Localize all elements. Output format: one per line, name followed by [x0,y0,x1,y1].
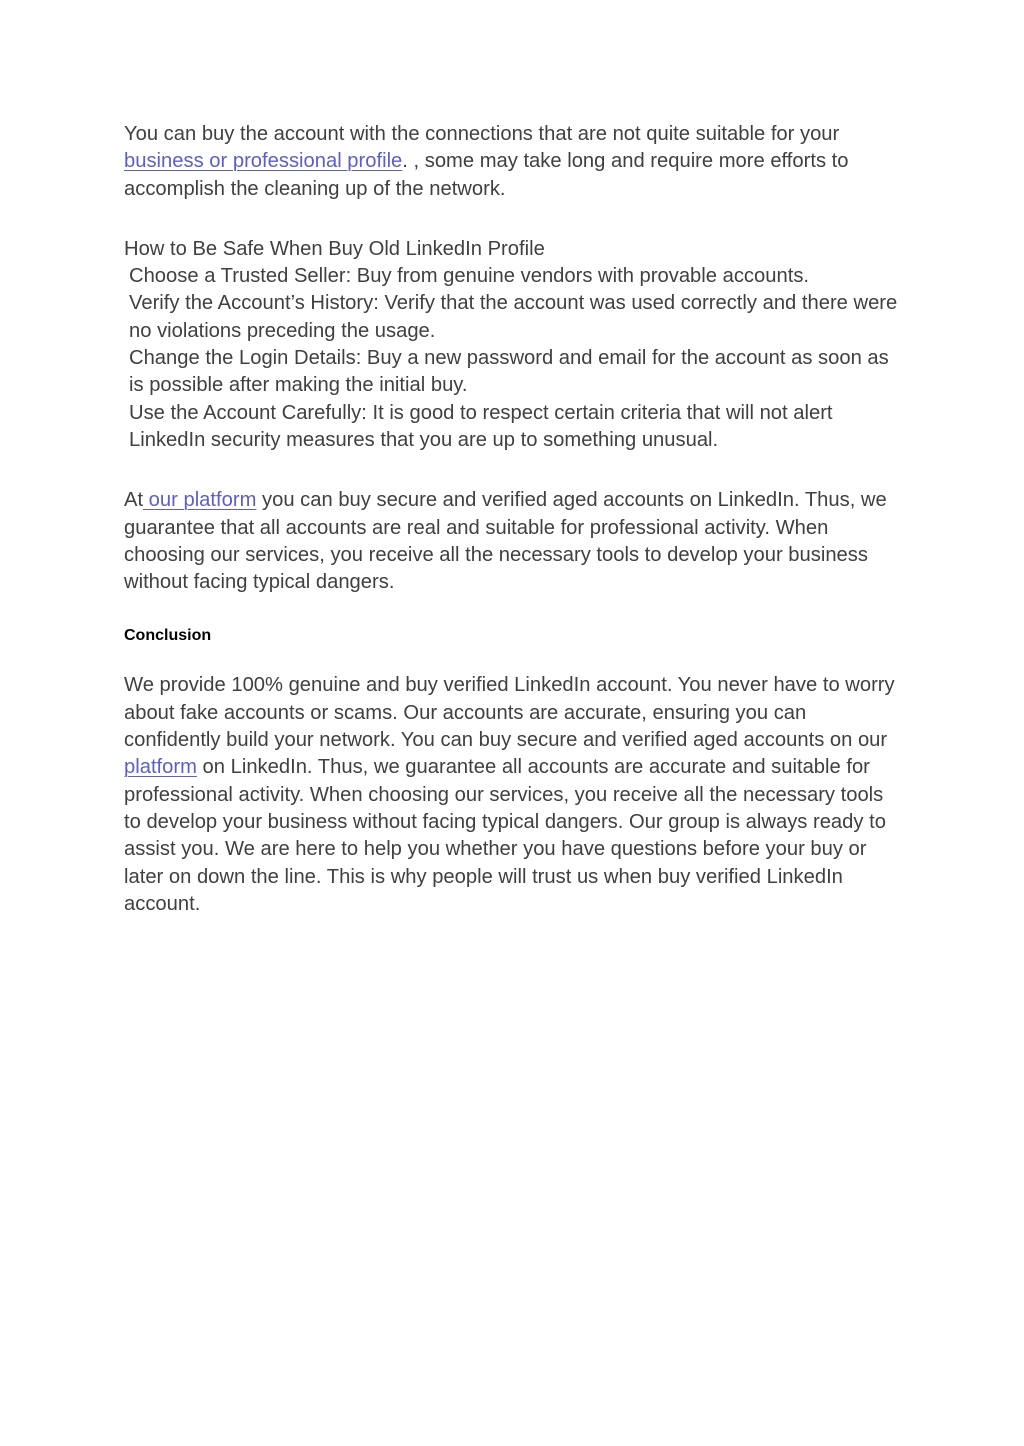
document-page [124,121,904,918]
intro-paragraph [124,121,904,203]
platform-text-start: At [124,489,144,512]
safety-section-title: How to Be Safe When Buy Old LinkedIn Profile [124,237,545,260]
safety-item-trusted-seller: Choose a Trusted Seller: Buy from genuine vendors with provable accounts. [129,265,810,288]
conclusion-heading: Conclusion [124,627,212,645]
safety-item-verify-history: Verify the Account’s History: Verify that the account was used correctly and there were no violations preceding the usage. [129,292,898,342]
safety-section [124,236,904,454]
safety-item-use-carefully: Use the Account Carefully: It is good to respect certain criteria that will not alert LinkedIn security measures that you are up to something unusual. [129,401,833,451]
business-profile-link[interactable]: business or professional profile [124,150,403,173]
intro-text-end: . , some may take long and require more efforts to accomplish the cleaning up of the network. [124,150,849,200]
platform-text-end: you can buy secure and verified aged accounts on LinkedIn. Thus, we guarantee that all accounts are real and suitable for professional activity. When choosing our services, you receive all the necessary tools to develop your business without facing typical dangers. [124,489,887,594]
conclusion-paragraph [124,672,904,918]
conclusion-text-start: We provide 100% genuine and buy verified LinkedIn account. You never have to worry about fake accounts or scams. Our accounts are accurate, ensuring you can confidently build your network. You can buy secure and verified aged accounts on our [124,674,895,752]
platform-paragraph [124,487,904,596]
our-platform-link[interactable]: our platform [143,489,257,512]
intro-text-start: You can buy the account with the connections that are not quite suitable for your [124,123,840,145]
conclusion-text-end: on LinkedIn. Thus, we guarantee all accounts are accurate and suitable for professional activity. When choosing our services, you receive all the necessary tools to develop your business without facing typical dangers. Our group is always ready to assist you. We are here to help you whether you have questions before your buy or later on down the line. This is why people will trust us when buy verified LinkedIn account. [124,756,886,915]
safety-item-change-login: Change the Login Details: Buy a new password and email for the account as soon as is possible after making the initial buy. [129,347,889,397]
platform-link[interactable]: platform [124,756,197,779]
